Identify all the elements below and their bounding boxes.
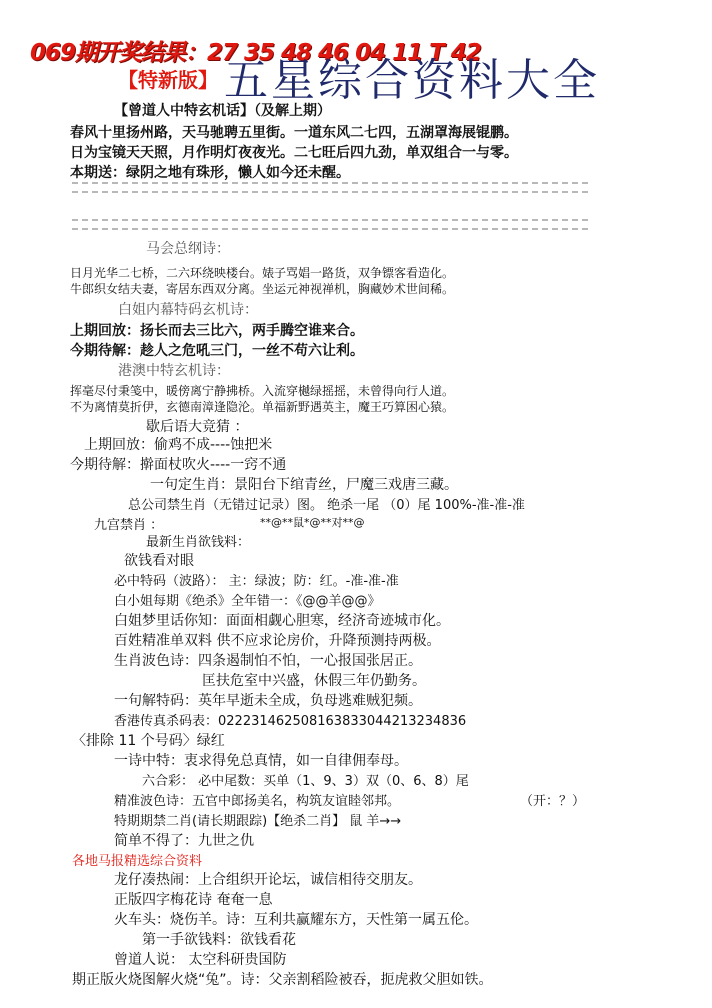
text-line: 龙仔凑热闹：上合组织开论坛，诚信相待交朋友。 — [114, 872, 422, 888]
text-line: 曾道人说： 太空科研贵国防 — [114, 952, 287, 968]
page-title: 五星综合资料大全 — [224, 55, 600, 106]
section-heading: 各地马报精选综合资料 — [72, 854, 203, 869]
text-line: 特期期禁二肖(请长期跟踪)【绝杀二肖】 鼠 羊→→ — [114, 814, 402, 829]
text-line: 匡扶危室中兴盛，休假三年仍勤务。 — [202, 673, 426, 689]
text-line: **@**鼠*@**对**@ — [260, 516, 365, 529]
text-line: 白小姐每期《绝杀》全年错一：《@@羊@@》 — [114, 594, 381, 609]
text-line: 百姓精准单双料 供不应求论房价，升降预测持两极。 — [114, 633, 441, 649]
text-line: 一句解特码：英年早逝未全成，负母逃难贼犯频。 — [114, 693, 422, 709]
text-line: 春风十里扬州路，天马驰聘五里街。一道东风二七四，五湖罩海展锟鹏。 — [70, 125, 518, 141]
text-line: 总公司禁生肖（无错过记录）图。 绝杀一尾 （0）尾 100%-准-准-准 — [128, 498, 525, 513]
text-line: 期正版火烧图解火烧“兔”。诗：父亲割稻险被吞，扼虎救父胆如铁。 — [72, 972, 493, 988]
text-line: 今期待解：趁人之危吼三门，一丝不苟六让利。 — [70, 343, 364, 359]
text-line: 一诗中特：衷求得免总真情，如一自律佣奉母。 — [114, 753, 408, 769]
edition-tag: 【特新版】 — [118, 68, 218, 92]
text-line: 挥毫尽付秉笺中，暖傍离宁静拂桥。入流穿樾绿摇摇，未曾得向行人道。 — [70, 384, 455, 398]
text-line: 香港传真杀码表：02223146250816383304421323483​6 — [114, 714, 467, 729]
text-line: 日月光华二七桥，二六环绕映楼台。婊子骂娼一路货，双争镖客看造化。 — [70, 266, 455, 280]
text-line: 本期送：绿阴之地有珠形，懒人如今还未醒。 — [70, 165, 350, 181]
text-line: 牛郎织女结夫妻，寄居东西双分离。坐运元神视禅机，胸藏妙术世间稀。 — [70, 282, 455, 296]
text-line: 【曾道人中特玄机话】（及解上期） — [114, 103, 331, 119]
text-line: 白姐梦里话你知：面面相觑心胆寒，经济奇迹城市化。 — [114, 613, 450, 629]
text-line: 欲钱看对眼 — [124, 553, 194, 569]
text-line: 第一手欲钱料：欲钱看花 — [142, 932, 296, 948]
section-heading: 马会总纲诗： — [146, 241, 230, 257]
divider — [72, 219, 588, 230]
text-line: 〈排除 11 个号码〉绿红 — [72, 733, 225, 749]
text-line: 生肖波色诗：四条遏制怕不怕，一心报国张居正。 — [114, 653, 422, 669]
text-line: 九宫禁肖 ： — [94, 518, 164, 533]
text-line: 火车头：烧伤羊。诗：互利共赢耀东方，天性第一属五伦。 — [114, 912, 478, 928]
section-heading: 港澳中特玄机诗： — [118, 363, 230, 379]
section-heading: 白姐内幕特码玄机诗： — [118, 302, 258, 318]
text-line: 六合彩： 必中尾数：买单（1、9、3）双（0、6、8）尾 — [142, 774, 469, 789]
section-heading: 歇后语大竞猜 ： — [146, 419, 249, 435]
text-line: 日为宝镜天天照，月作明灯夜夜光。二七旺后四九劲，单双组合一与零。 — [70, 145, 518, 161]
draw-result-banner: 069期开奖结果：27 35 48 46 04 11 T 42 — [30, 40, 481, 66]
text-line: 上期回放：偷鸡不成----蚀把米 — [84, 437, 273, 453]
divider — [72, 182, 588, 193]
text-line: （开：？） — [520, 794, 586, 809]
text-line: 上期回放：扬长而去三比六，两手腾空谁来合。 — [70, 323, 364, 339]
text-line: 简单不得了：九世之仇 — [114, 833, 254, 849]
section-heading: 最新生肖欲钱料： — [146, 535, 251, 550]
text-line: 精准波色诗：五官中郎扬美名，构筑友谊睦邻邦。 — [114, 794, 401, 809]
text-line: 今期待解：擀面杖吹火----一窍不通 — [70, 457, 287, 473]
text-line: 不为离情莫折伊，玄德南漳逢隐沦。单福新野遇英主，魔王巧算困心猿。 — [70, 400, 455, 414]
text-line: 一句定生肖：景阳台下绾青丝，尸魔三戏唐三藏。 — [150, 477, 458, 493]
text-line: 正版四字梅花诗 奄奄一息 — [114, 892, 273, 908]
text-line: 必中特码（波路）： 主：绿波；防：红。-准-准-准 — [114, 574, 399, 589]
